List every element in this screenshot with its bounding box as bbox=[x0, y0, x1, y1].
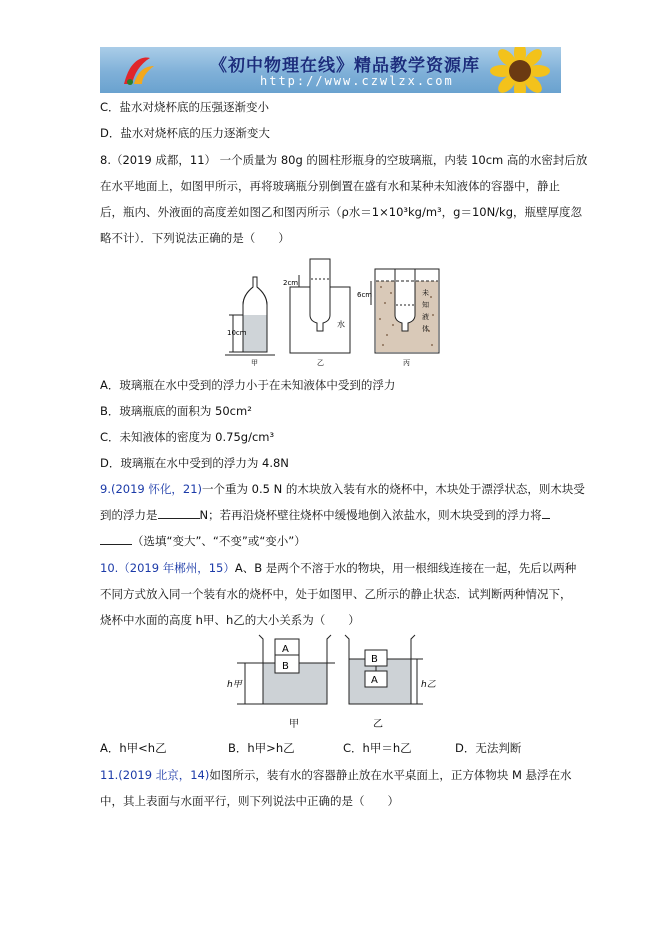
q10-line-1: 10.（2019 年郴州，15）A、B 是两个不溶于水的物块，用一根细线连接在一起，先后以两种 bbox=[100, 561, 577, 575]
q10-figure bbox=[225, 633, 440, 733]
q9-line-3: （选填“变大”、“不变”或“变小”） bbox=[100, 534, 570, 548]
q10-line-2: 不同方式放入同一个装有水的烧杯中，处于如图甲、乙所示的静止状态．试判断两种情况下， bbox=[100, 587, 572, 601]
q9-blank-2a[interactable] bbox=[542, 518, 550, 519]
q9-source: 9.(2019 怀化，21) bbox=[100, 482, 203, 496]
q10-option-a: A．h甲<h乙 bbox=[100, 741, 167, 755]
option-c-prev: C．盐水对烧杯底的压强逐渐变小 bbox=[100, 100, 270, 114]
q8-line-2: 在水平地面上，如图甲所示，再将玻璃瓶分别倒置在盛有水和某种未知液体的容器中，静止 bbox=[100, 179, 560, 193]
site-logo-icon bbox=[120, 52, 156, 88]
label-jia: 甲 bbox=[251, 359, 258, 367]
dim-6cm: 6cm bbox=[357, 291, 373, 299]
fig2-label-jia: 甲 bbox=[289, 719, 299, 730]
q8-option-a: A．玻璃瓶在水中受到的浮力小于在未知液体中受到的浮力 bbox=[100, 378, 396, 392]
container-yi bbox=[290, 259, 350, 353]
h-jia-label: h甲 bbox=[227, 680, 242, 690]
header-banner bbox=[100, 47, 561, 93]
fig2-jia-block-a: A bbox=[282, 644, 289, 655]
label-bing: 丙 bbox=[403, 359, 410, 367]
option-d-prev: D．盐水对烧杯底的压力逐渐变大 bbox=[100, 126, 270, 140]
liquid-label-4: 体 bbox=[422, 325, 429, 333]
q10-option-d: D．无法判断 bbox=[455, 741, 522, 755]
q11-line-1: 11.(2019 北京，14)如图所示，装有水的容器静止放在水平桌面上，正方体物块 M 悬浮在水 bbox=[100, 768, 572, 782]
water-label: 水 bbox=[337, 320, 345, 329]
liquid-label-1: 未 bbox=[422, 289, 429, 297]
q8-option-c: C．未知液体的密度为 0.75g/cm³ bbox=[100, 430, 275, 444]
dim-10cm: 10cm bbox=[227, 329, 247, 337]
bottle-jia bbox=[225, 277, 275, 355]
q10-option-c: C．h甲＝h乙 bbox=[343, 741, 412, 755]
dim-2cm: 2cm bbox=[283, 279, 299, 287]
q9-line-1: 9.(2019 怀化，21)一个重为 0.5 N 的木块放入装有水的烧杯中，木块处于漂浮状态，则木块受 bbox=[100, 482, 585, 496]
q8-line-3: 后，瓶内、外液面的高度差如图乙和图丙所示（ρ水＝1×10³kg/m³，g＝10N/kg，瓶壁厚度忽 bbox=[100, 205, 583, 219]
q10-option-b: B．h甲>h乙 bbox=[228, 741, 295, 755]
container-bing bbox=[371, 269, 439, 353]
h-yi-label: h乙 bbox=[421, 680, 436, 690]
beaker-yi bbox=[345, 635, 423, 704]
label-yi: 乙 bbox=[317, 359, 324, 367]
q8-line-4: 略不计）．下列说法正确的是（ ） bbox=[100, 231, 290, 245]
banner-title: 《初中物理在线》精品教学资源库 bbox=[210, 56, 480, 76]
q11-source: 11.(2019 北京，14) bbox=[100, 768, 210, 782]
fig2-jia-block-b: B bbox=[282, 661, 289, 672]
q9-blank-1[interactable] bbox=[158, 518, 200, 519]
q9-line-2: 到的浮力是 N；若再沿烧杯壁往烧杯中缓慢地倒入浓盐水，则木块受到的浮力将 bbox=[100, 508, 570, 522]
q10-line-3: 烧杯中水面的高度 h甲、h乙的大小关系为（ ） bbox=[100, 613, 360, 627]
q9-blank-2[interactable] bbox=[100, 544, 132, 545]
q8-option-b: B．玻璃瓶底的面积为 50cm² bbox=[100, 404, 252, 418]
liquid-label-2: 知 bbox=[422, 301, 429, 309]
q11-line-2: 中，其上表面与水面平行，则下列说法中正确的是（ ） bbox=[100, 794, 399, 808]
q8-option-d: D．玻璃瓶在水中受到的浮力为 4.8N bbox=[100, 456, 289, 470]
fig2-yi-block-b: B bbox=[371, 654, 378, 665]
liquid-label-3: 液 bbox=[422, 313, 429, 321]
q10-source: 10.（2019 年郴州，15） bbox=[100, 561, 235, 575]
fig2-label-yi: 乙 bbox=[373, 719, 383, 730]
q8-figure bbox=[225, 257, 450, 367]
banner-url[interactable]: http://www.czwlzx.com bbox=[260, 74, 454, 88]
sunflower-icon bbox=[485, 47, 555, 93]
fig2-yi-block-a: A bbox=[371, 675, 378, 686]
q8-line-1: 8.（2019 成都，11） 一个质量为 80g 的圆柱形瓶身的空玻璃瓶，内装 10cm 高的水密封后放 bbox=[100, 153, 588, 167]
